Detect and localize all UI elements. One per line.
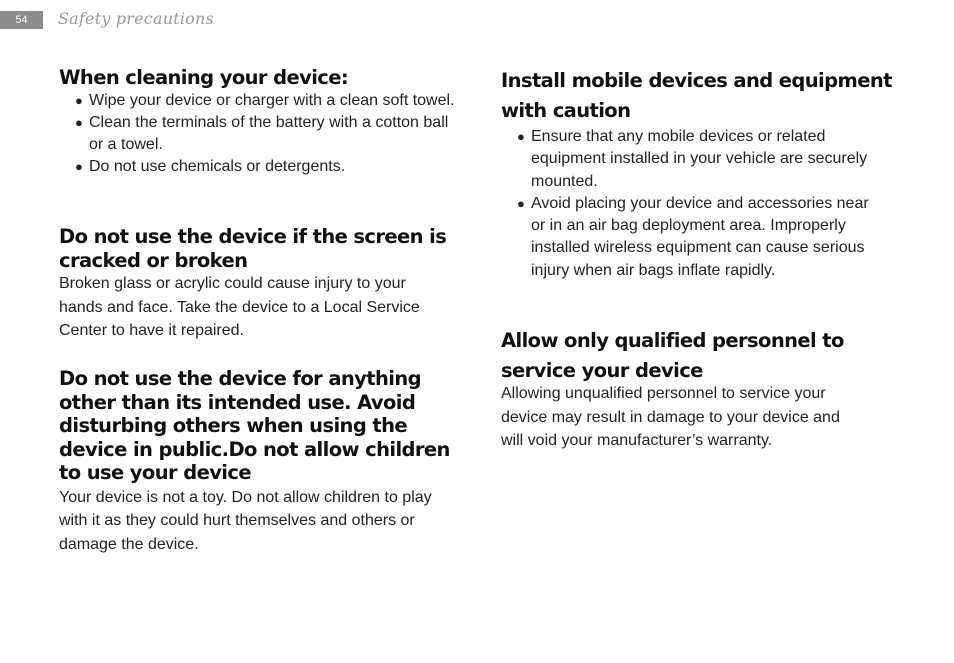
- list-item: [59, 156, 459, 178]
- list-item-text: Avoid placing your device and accessories near or in an air bag deployment area. Improperly installed wireless equipment can cause serious injury when air bags inflate rapidly.: [531, 194, 869, 279]
- list-item-text: Clean the terminals of the battery with a cotton ball or a towel.: [89, 113, 449, 154]
- list-item-text: Ensure that any mobile devices or related equipment installed in your vehicle are securely mounted.: [531, 128, 868, 190]
- bullet-list: [501, 126, 886, 282]
- section-heading: Allow only qualified personnel to service your device: [501, 329, 844, 382]
- bullet-list: [59, 90, 459, 179]
- list-item: [501, 193, 886, 282]
- bullet-icon: ●: [517, 195, 525, 211]
- section-heading: When cleaning your device:: [59, 66, 349, 89]
- section-heading: Install mobile devices and equipment with caution: [501, 69, 892, 122]
- section-body: Allowing unqualified personnel to service your device may result in damage to your device and will void your manufacturer’s warranty.: [501, 385, 840, 449]
- page-number-badge: 54: [0, 11, 43, 29]
- list-item: [59, 112, 459, 157]
- bullet-icon: ●: [75, 159, 83, 175]
- section-body: Broken glass or acrylic could cause injury to your hands and face. Take the device to a Local Service Center to have it repaired.: [59, 275, 420, 339]
- list-item: [501, 126, 886, 193]
- section-cracked-screen: [59, 225, 459, 343]
- section-qualified-personnel: [501, 326, 901, 453]
- list-item: [59, 90, 459, 112]
- section-intended-use: [59, 367, 459, 556]
- list-item-text: Do not use chemicals or detergents.: [89, 158, 346, 176]
- section-heading: Do not use the device if the screen is cracked or broken: [59, 225, 447, 272]
- bullet-icon: ●: [75, 92, 83, 108]
- bullet-icon: ●: [75, 114, 83, 130]
- section-cleaning: [59, 66, 459, 179]
- section-install-caution: [501, 66, 901, 282]
- list-item-text: Wipe your device or charger with a clean soft towel.: [89, 91, 455, 109]
- section-heading: Do not use the device for anything other than its intended use. Avoid disturbing others when using the device in public.Do not allow children to use your device: [59, 367, 450, 484]
- bullet-icon: ●: [517, 129, 525, 144]
- running-header: Safety precautions: [58, 9, 214, 28]
- section-body: Your device is not a toy. Do not allow children to play with it as they could hurt themselves and others or damage the device.: [59, 488, 432, 553]
